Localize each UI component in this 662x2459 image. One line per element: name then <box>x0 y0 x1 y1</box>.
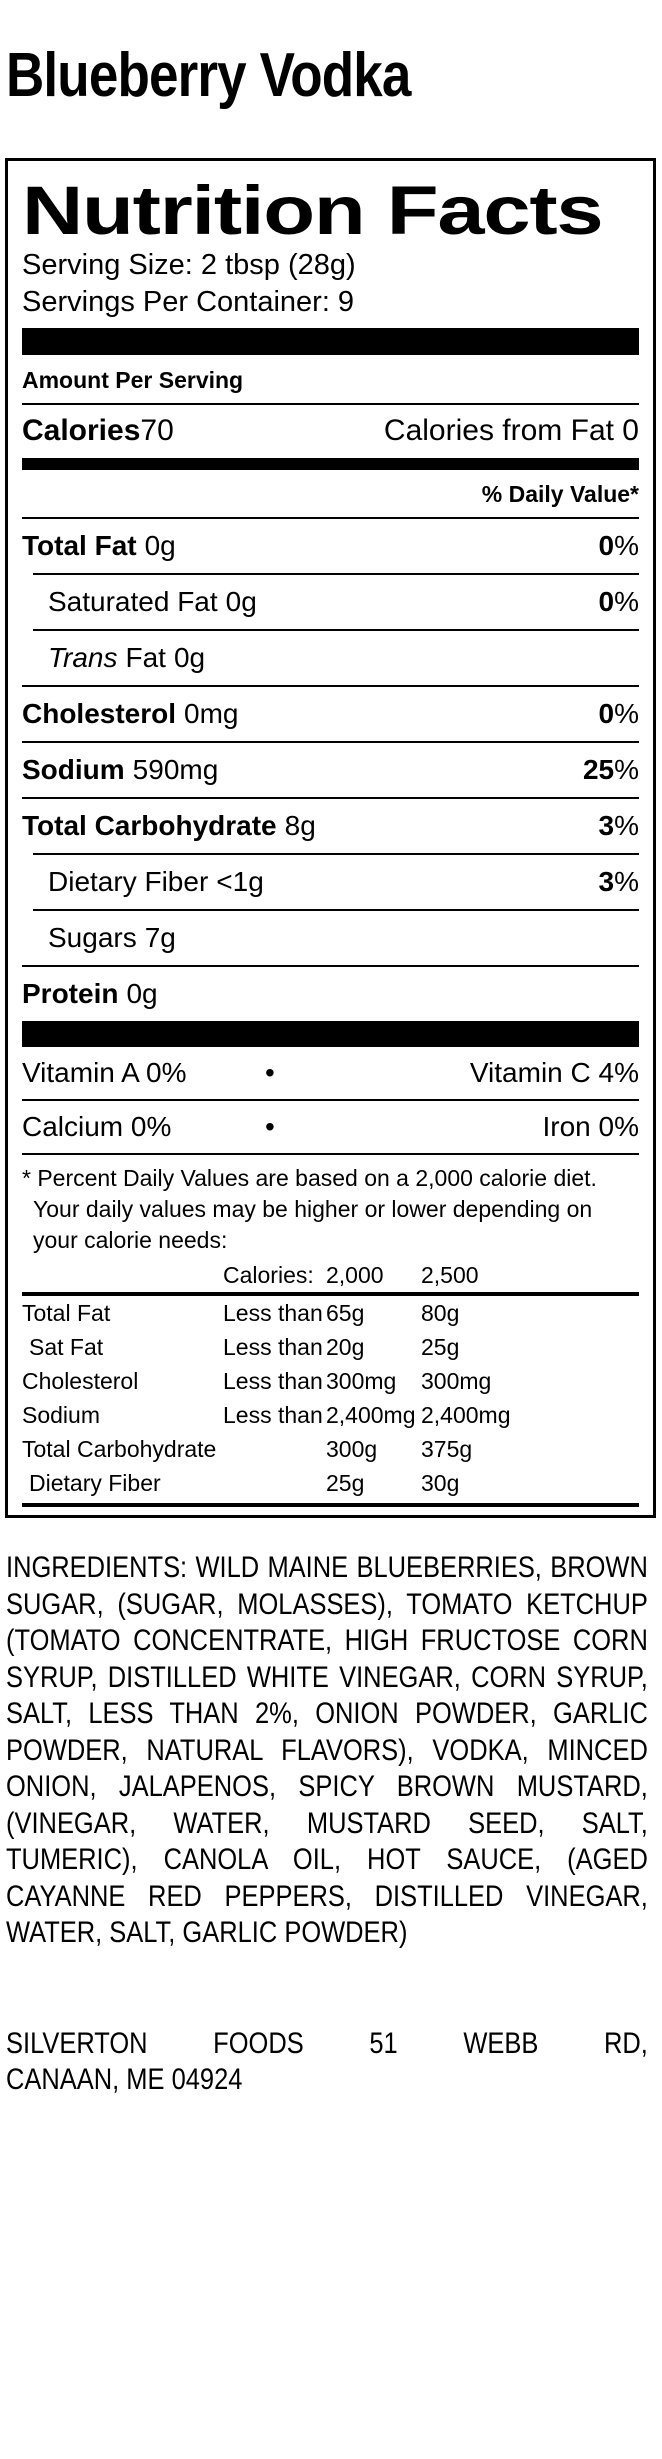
ingredients-paragraph: INGREDIENTS: WILD MAINE BLUEBERRIES, BROWN SUGAR, (SUGAR, MOLASSES), TOMATO KETCHUP (TOMATO CONCENTRATE, HIGH FRUCTOSE CORN SYRUP, DISTILLED WHITE VINEGAR, CORN SYRUP, SALT, LESS THAN 2%, ONION POWDER, GARLIC POWDER, NATURAL FLAVORS), VODKA, MINCED ONION, JALAPENOS, SPICY BROWN MUSTARD, (VINEGAR, WATER, MUSTARD SEED, SALT, TUMERIC), CANOLA OIL, HOT SAUCE, (AGED CAYANNE RED PEPPERS, DISTILLED VINEGAR, WATER, SALT, GARLIC POWDER) <box>6 1551 648 1949</box>
footnote-section <box>22 1153 639 1507</box>
address-line-1: SILVERTON FOODS 51 WEBB RD, <box>6 2026 648 2060</box>
thick-divider-bar <box>22 1021 639 1047</box>
calcium-value: Calcium 0% <box>22 1111 172 1142</box>
nutrient-daily-value: 3% <box>598 810 639 841</box>
nutrient-name <box>33 642 205 673</box>
nutrient-name <box>22 530 176 561</box>
nutrient-row-cholesterol <box>22 685 639 741</box>
nutrient-amount: 0g <box>173 642 206 673</box>
nutrition-facts-title: Nutrition Facts <box>22 172 603 249</box>
row-2500: 2,400mg <box>421 1402 511 1428</box>
nutrient-name <box>33 922 176 953</box>
nutrient-amount: 8g <box>284 810 316 841</box>
row-label: Sat Fat <box>29 1334 104 1360</box>
calories-label: Calories <box>22 414 141 447</box>
row-qualifier <box>223 1466 326 1500</box>
row-2000: 300g <box>326 1436 378 1462</box>
nutrient-label: Total Fat <box>22 530 137 561</box>
nutrient-name <box>22 754 218 785</box>
row-2500: 375g <box>421 1436 473 1462</box>
vitamin-row-a-c <box>22 1047 639 1099</box>
nutrient-daily-value: 3% <box>598 866 639 897</box>
nutrient-row-total-fat <box>22 517 639 573</box>
serving-size: Serving Size: 2 tbsp (28g) <box>22 249 356 281</box>
nutrient-label: Total Carbohydrate <box>22 810 277 841</box>
nutrient-daily-value: 0% <box>598 698 639 729</box>
row-qualifier: Less than <box>223 1334 323 1360</box>
nutrient-name <box>33 586 257 617</box>
table-row <box>22 1432 639 1466</box>
table-header-row <box>22 1258 639 1296</box>
nutrient-row-sodium <box>22 741 639 797</box>
nutrient-daily-value: 0% <box>598 586 639 617</box>
row-2500: 80g <box>421 1300 460 1326</box>
row-qualifier <box>223 1432 326 1466</box>
daily-values-table <box>22 1258 639 1507</box>
nutrient-row-trans-fat <box>33 629 639 685</box>
bullet-separator: • <box>265 1111 275 1142</box>
nutrient-name <box>22 698 239 729</box>
amount-per-serving-label: Amount Per Serving <box>22 367 244 393</box>
row-2000: 65g <box>326 1300 365 1326</box>
nutrient-amount: 7g <box>144 922 176 953</box>
bullet-separator: • <box>265 1057 275 1088</box>
nutrient-name <box>22 978 158 1009</box>
nutrient-name <box>22 810 316 841</box>
calories-amount <box>22 414 174 447</box>
row-label: Sodium <box>22 1402 100 1428</box>
row-label: Cholesterol <box>22 1368 139 1394</box>
table-row <box>22 1330 639 1364</box>
vitamin-row-calcium-iron <box>22 1099 639 1153</box>
row-2000: 300mg <box>326 1368 397 1394</box>
nutrient-amount: 590mg <box>132 754 219 785</box>
nutrient-amount: <1g <box>216 866 264 897</box>
calories-number: 70 <box>140 414 174 447</box>
medium-divider-bar <box>22 458 639 470</box>
nutrient-daily-value: 0% <box>598 530 639 561</box>
nutrient-label: Dietary Fiber <box>48 866 209 897</box>
row-2500: 25g <box>421 1334 460 1360</box>
table-row <box>22 1398 639 1432</box>
header-calories: Calories: <box>223 1262 314 1288</box>
nutrient-row-total-carbohydrate <box>22 797 639 853</box>
nutrient-label: Sodium <box>22 754 125 785</box>
row-label: Dietary Fiber <box>29 1470 161 1496</box>
nutrient-amount: 0g <box>225 586 257 617</box>
row-qualifier: Less than <box>223 1402 323 1428</box>
nutrient-row-protein <box>22 965 639 1021</box>
table-row <box>22 1466 639 1500</box>
servings-per-container: Servings Per Container: 9 <box>22 286 355 318</box>
row-2500: 30g <box>421 1470 460 1496</box>
manufacturer-address <box>6 2026 648 2099</box>
nutrient-row-sugars <box>33 909 639 965</box>
nutrient-row-saturated-fat <box>33 573 639 629</box>
nutrient-label: Protein <box>22 978 119 1009</box>
nutrient-amount: 0g <box>126 978 158 1009</box>
calories-row <box>22 403 639 458</box>
vitamin-c-value: Vitamin C 4% <box>469 1057 639 1088</box>
nutrient-label: Cholesterol <box>22 698 177 729</box>
daily-value-header: % Daily Value* <box>481 481 639 507</box>
row-label: Total Carbohydrate <box>22 1436 217 1462</box>
nutrition-facts-panel <box>5 158 656 1518</box>
nutrient-row-dietary-fiber <box>33 853 639 909</box>
nutrient-daily-value: 25% <box>582 754 639 785</box>
product-title: Blueberry Vodka <box>6 41 411 110</box>
thick-divider-bar <box>22 328 639 355</box>
table-row <box>22 1364 639 1398</box>
nutrient-label: Saturated Fat <box>48 586 218 617</box>
page <box>0 41 662 2459</box>
nutrient-label-italic: Trans <box>48 642 118 673</box>
row-2500: 300mg <box>421 1368 492 1394</box>
calories-from-fat: Calories from Fat 0 <box>383 414 639 447</box>
header-2000: 2,000 <box>326 1262 384 1288</box>
nutrient-amount: 0g <box>144 530 176 561</box>
row-label: Total Fat <box>22 1300 111 1326</box>
table-row <box>22 1296 639 1330</box>
address-line-2: CANAAN, ME 04924 <box>6 2063 243 2096</box>
nutrient-label: Sugars <box>48 922 137 953</box>
footnote-text: * Percent Daily Values are based on a 2,000 calorie diet. Your daily values may be higher or lower depending on your calorie needs: <box>22 1165 597 1253</box>
vitamin-a-value: Vitamin A 0% <box>22 1057 187 1088</box>
row-2000: 20g <box>326 1334 365 1360</box>
row-2000: 2,400mg <box>326 1402 416 1428</box>
row-qualifier: Less than <box>223 1368 323 1394</box>
nutrient-amount: 0mg <box>184 698 239 729</box>
nutrient-name <box>33 866 264 897</box>
row-2000: 25g <box>326 1470 365 1496</box>
row-qualifier: Less than <box>223 1300 323 1326</box>
header-2500: 2,500 <box>421 1262 479 1288</box>
iron-value: Iron 0% <box>542 1111 639 1142</box>
nutrient-label: Fat <box>125 642 166 673</box>
